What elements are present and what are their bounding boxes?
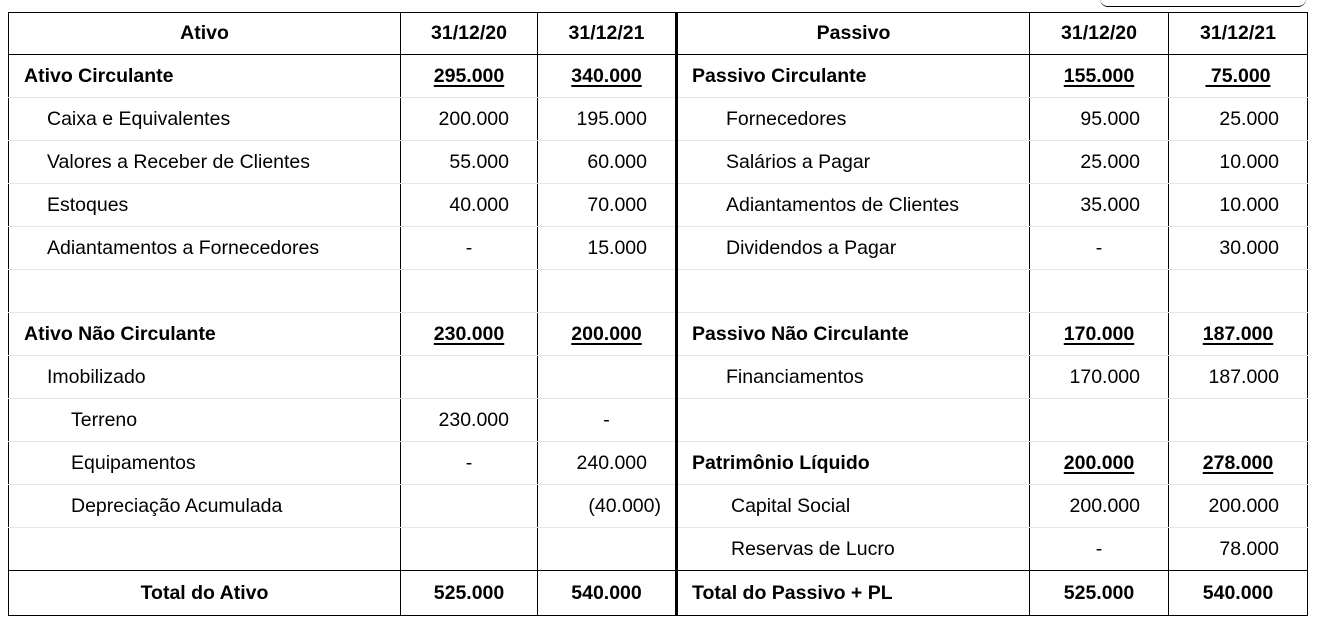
value-ativo-2020 (401, 485, 538, 528)
empty-cell (9, 270, 401, 313)
value-passivo-2020: 35.000 (1030, 184, 1169, 227)
value-ativo-2021: 240.000 (538, 442, 677, 485)
passivo-nao-circulante-label: Passivo Não Circulante (677, 313, 1030, 356)
patrimonio-liquido-label: Patrimônio Líquido (677, 442, 1030, 485)
value-ativo-2020 (401, 356, 538, 399)
ativo-circulante-2020: 295.000 (401, 55, 538, 98)
value-ativo-2020: 200.000 (401, 98, 538, 141)
ativo-circulante-label: Ativo Circulante (9, 55, 401, 98)
table-row (9, 141, 1308, 184)
table-row (9, 227, 1308, 270)
row-label-passivo (677, 399, 1030, 442)
ativo-nao-circulante-2020: 230.000 (401, 313, 538, 356)
header-passivo: Passivo (677, 13, 1030, 55)
table-row (9, 399, 1308, 442)
row-label-passivo: Reservas de Lucro (677, 528, 1030, 571)
table-row (9, 98, 1308, 141)
row-label-ativo: Depreciação Acumulada (9, 485, 401, 528)
table-row (9, 55, 1308, 98)
header-passivo-2021: 31/12/21 (1169, 13, 1308, 55)
total-ativo-2020: 525.000 (401, 571, 538, 616)
value-ativo-2021: 60.000 (538, 141, 677, 184)
value-passivo-2020: 25.000 (1030, 141, 1169, 184)
balance-sheet-table (8, 12, 1308, 616)
header-ativo-2021: 31/12/21 (538, 13, 677, 55)
value-ativo-2021: (40.000) (538, 485, 677, 528)
row-label-passivo: Capital Social (677, 485, 1030, 528)
total-ativo-2021: 540.000 (538, 571, 677, 616)
value-passivo-2020: 170.000 (1030, 356, 1169, 399)
value-passivo-2021: 25.000 (1169, 98, 1308, 141)
value-ativo-2020: 55.000 (401, 141, 538, 184)
value-passivo-2020: 95.000 (1030, 98, 1169, 141)
empty-cell (401, 270, 538, 313)
row-label-ativo: Terreno (9, 399, 401, 442)
value-ativo-2021: 195.000 (538, 98, 677, 141)
value-passivo-2021: 10.000 (1169, 141, 1308, 184)
value-ativo-2021 (538, 528, 677, 571)
value-passivo-2021: 78.000 (1169, 528, 1308, 571)
row-label-ativo (9, 528, 401, 571)
header-ativo-2020: 31/12/20 (401, 13, 538, 55)
row-label-passivo: Salários a Pagar (677, 141, 1030, 184)
empty-cell (677, 270, 1030, 313)
total-row (9, 571, 1308, 616)
value-passivo-2021: 10.000 (1169, 184, 1308, 227)
total-ativo-label: Total do Ativo (9, 571, 401, 616)
passivo-circulante-label: Passivo Circulante (677, 55, 1030, 98)
value-ativo-2021: - (538, 399, 677, 442)
passivo-circulante-2020: 155.000 (1030, 55, 1169, 98)
value-passivo-2020 (1030, 399, 1169, 442)
table-row-empty (9, 270, 1308, 313)
row-label-ativo: Adiantamentos a Fornecedores (9, 227, 401, 270)
value-passivo-2021: 200.000 (1169, 485, 1308, 528)
empty-cell (538, 270, 677, 313)
value-ativo-2020: 230.000 (401, 399, 538, 442)
passivo-nao-circulante-2020: 170.000 (1030, 313, 1169, 356)
row-label-passivo: Financiamentos (677, 356, 1030, 399)
value-passivo-2021: 30.000 (1169, 227, 1308, 270)
passivo-nao-circulante-2021: 187.000 (1169, 313, 1308, 356)
ativo-nao-circulante-label: Ativo Não Circulante (9, 313, 401, 356)
value-ativo-2021: 70.000 (538, 184, 677, 227)
value-passivo-2020: - (1030, 227, 1169, 270)
row-label-passivo: Dividendos a Pagar (677, 227, 1030, 270)
row-label-ativo: Equipamentos (9, 442, 401, 485)
ativo-nao-circulante-2021: 200.000 (538, 313, 677, 356)
value-ativo-2020: 40.000 (401, 184, 538, 227)
table-row (9, 528, 1308, 571)
header-bracket-mark (1100, 0, 1306, 7)
table-header-row (9, 13, 1308, 55)
value-passivo-2020: - (1030, 528, 1169, 571)
value-ativo-2021 (538, 356, 677, 399)
ativo-circulante-2021: 340.000 (538, 55, 677, 98)
value-ativo-2020: - (401, 442, 538, 485)
row-label-ativo: Imobilizado (9, 356, 401, 399)
passivo-circulante-2021: 75.000 (1169, 55, 1308, 98)
table-row (9, 485, 1308, 528)
row-label-ativo: Estoques (9, 184, 401, 227)
total-passivo-pl-label: Total do Passivo + PL (677, 571, 1030, 616)
patrimonio-liquido-2020: 200.000 (1030, 442, 1169, 485)
row-label-ativo: Valores a Receber de Clientes (9, 141, 401, 184)
total-passivo-2020: 525.000 (1030, 571, 1169, 616)
value-passivo-2021: 187.000 (1169, 356, 1308, 399)
value-passivo-2021 (1169, 399, 1308, 442)
value-passivo-2020: 200.000 (1030, 485, 1169, 528)
row-label-passivo: Fornecedores (677, 98, 1030, 141)
table-row (9, 356, 1308, 399)
row-label-passivo: Adiantamentos de Clientes (677, 184, 1030, 227)
table-row (9, 313, 1308, 356)
empty-cell (1030, 270, 1169, 313)
header-ativo: Ativo (9, 13, 401, 55)
table-row (9, 184, 1308, 227)
value-ativo-2021: 15.000 (538, 227, 677, 270)
value-ativo-2020: - (401, 227, 538, 270)
empty-cell (1169, 270, 1308, 313)
value-ativo-2020 (401, 528, 538, 571)
total-passivo-2021: 540.000 (1169, 571, 1308, 616)
header-passivo-2020: 31/12/20 (1030, 13, 1169, 55)
row-label-ativo: Caixa e Equivalentes (9, 98, 401, 141)
patrimonio-liquido-2021: 278.000 (1169, 442, 1308, 485)
table-row (9, 442, 1308, 485)
